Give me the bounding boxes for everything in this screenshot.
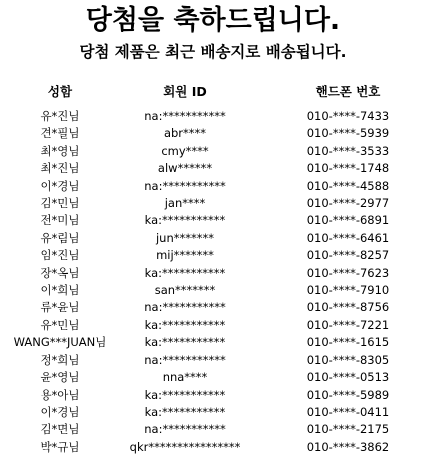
winner-member-id: mij*******: [156, 248, 214, 263]
winner-phone: 010-****-6461: [306, 230, 390, 245]
winner-member-id: ka:***********: [144, 213, 226, 228]
winner-phone: 010-****-7623: [306, 265, 390, 280]
winner-member-id: na:***********: [144, 109, 226, 123]
column-header-member-id: 회원 ID: [163, 84, 207, 99]
table-row: [0, 247, 426, 264]
winner-phone: 010-****-2175: [306, 422, 390, 437]
table-row: [0, 125, 426, 142]
page-title: 당첨을 축하드립니다.: [85, 5, 341, 36]
winner-phone: 010-****-2977: [306, 196, 390, 211]
column-header-name: 성함: [47, 84, 73, 99]
winner-name: 박*규님: [40, 439, 80, 454]
winner-name: 이*희님: [40, 283, 80, 298]
table-row: [0, 160, 426, 177]
table-row: [0, 230, 426, 247]
winner-name: 최*진님: [40, 161, 80, 176]
winner-name: 김*면님: [40, 422, 80, 437]
winner-name: 임*진님: [40, 248, 80, 263]
winner-phone: 010-****-5989: [306, 387, 390, 402]
table-row: [0, 334, 426, 351]
table-row: [0, 421, 426, 438]
winner-member-id: cmy****: [161, 143, 209, 158]
winner-phone: 010-****-0411: [306, 404, 390, 419]
winner-phone: 010-****-8305: [306, 352, 390, 367]
winner-phone: 010-****-6891: [306, 213, 390, 228]
winner-member-id: ka:***********: [144, 317, 226, 332]
winner-member-id: na:***********: [144, 422, 226, 437]
winner-phone: 010-****-3862: [306, 439, 390, 454]
table-header-row: [0, 82, 426, 102]
page-subtitle: 당첨 제품은 최근 배송지로 배송됩니다.: [79, 43, 347, 61]
winner-member-id: ka:***********: [144, 387, 226, 402]
winner-name: 정*희님: [40, 352, 80, 367]
table-row: [0, 439, 426, 456]
winner-name: 류*윤님: [40, 300, 80, 315]
table-row: [0, 387, 426, 404]
winners-table-body: [0, 108, 426, 456]
winner-name: 김*민님: [40, 196, 80, 211]
winner-phone: 010-****-8756: [306, 300, 390, 315]
winner-name: WANG***JUAN님: [13, 335, 107, 350]
winner-member-id: na:***********: [144, 352, 226, 367]
table-row: [0, 282, 426, 299]
winner-name: 견*필님: [40, 126, 80, 141]
winner-name: 유*민님: [40, 317, 80, 332]
winner-member-id: alw******: [157, 161, 213, 176]
winner-phone: 010-****-1615: [306, 335, 390, 350]
winner-member-id: jan****: [164, 196, 206, 211]
table-row: [0, 352, 426, 369]
table-row: [0, 108, 426, 125]
winner-member-id: ka:***********: [144, 335, 226, 350]
winner-member-id: na:***********: [144, 300, 226, 315]
winner-phone: 010-****-7433: [306, 109, 390, 123]
winner-name: 이*경님: [40, 404, 80, 419]
winner-member-id: na:***********: [144, 178, 226, 193]
winner-name: 윤*영님: [40, 370, 80, 385]
winner-phone: 010-****-7910: [306, 283, 390, 298]
winner-phone: 010-****-3533: [306, 143, 390, 158]
table-row: [0, 212, 426, 229]
winner-member-id: ka:***********: [144, 265, 226, 280]
winner-member-id: jun*******: [155, 230, 215, 245]
winner-name: 장*옥님: [40, 265, 80, 280]
winner-phone: 010-****-5939: [306, 126, 390, 141]
winner-phone: 010-****-7221: [306, 317, 390, 332]
column-header-phone: 핸드폰 번호: [315, 84, 381, 99]
winner-member-id: abr****: [163, 126, 207, 141]
winner-name: 이*경님: [40, 178, 80, 193]
winner-name: 유*진님: [40, 109, 80, 123]
table-row: [0, 369, 426, 386]
table-row: [0, 265, 426, 282]
winner-name: 최*영님: [40, 143, 80, 158]
table-row: [0, 195, 426, 212]
winner-name: 용*아님: [40, 387, 80, 402]
winner-name: 전*미님: [40, 213, 80, 228]
table-row: [0, 178, 426, 195]
winner-member-id: ka:***********: [144, 404, 226, 419]
winner-phone: 010-****-1748: [306, 161, 390, 176]
winner-phone: 010-****-0513: [306, 370, 390, 385]
winner-phone: 010-****-8257: [306, 248, 390, 263]
winner-phone: 010-****-4588: [306, 178, 390, 193]
table-row: [0, 299, 426, 316]
winner-member-id: nna****: [162, 370, 208, 385]
table-row: [0, 143, 426, 160]
winner-member-id: qkr****************: [129, 439, 241, 454]
winner-name: 유*림님: [40, 230, 80, 245]
table-row: [0, 317, 426, 334]
winners-table: [0, 82, 426, 456]
winner-member-id: san*******: [154, 283, 216, 298]
table-row: [0, 404, 426, 421]
